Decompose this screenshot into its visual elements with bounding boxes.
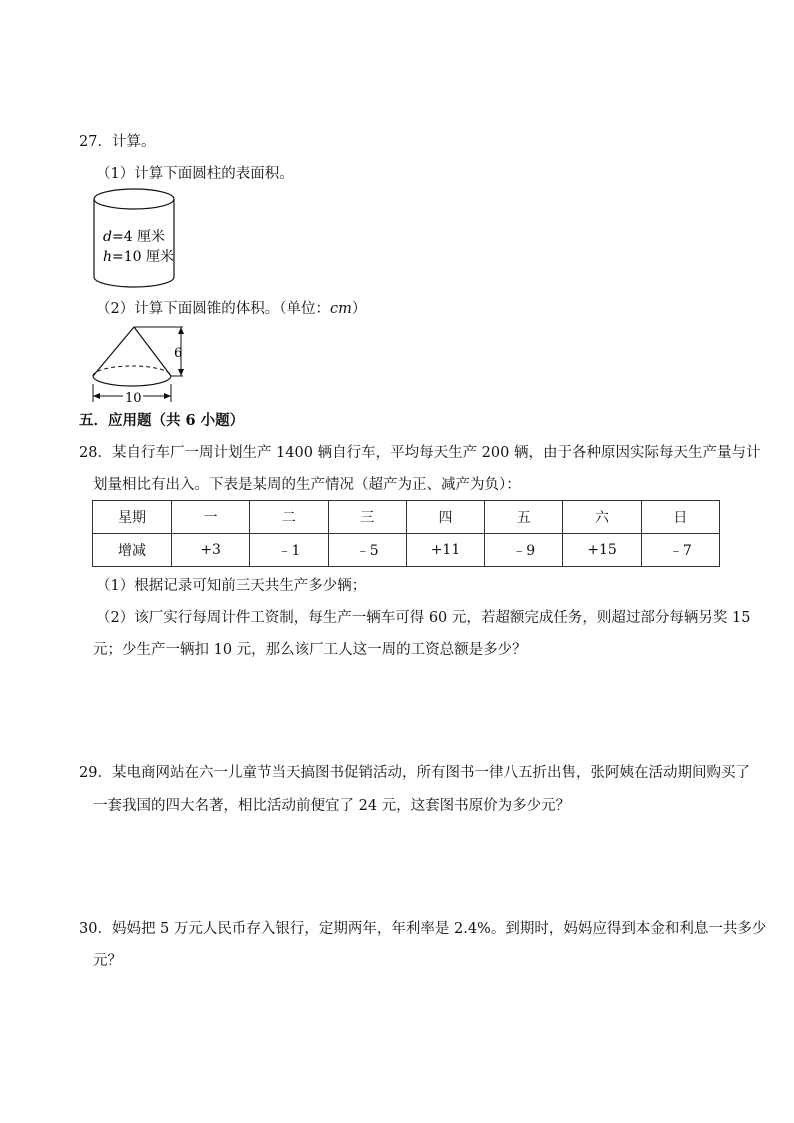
cylinder-bottom-arc [94,277,174,287]
q28-sub1: （1）根据记录可知前三天共生产多少辆； [96,578,367,594]
section-5-heading: 五．应用题（共 6 小题） [79,412,245,429]
q29-line2: 一套我国的四大名著，相比活动前便宜了 24 元，这套图书原价为多少元？ [93,798,571,814]
q29-line1: 29．某电商网站在六一儿童节当天搞图书促销活动，所有图书一律八五折出售，张阿姨在活动期间购买了 [79,765,750,781]
q27-title: 27．计算。 [79,134,156,150]
table-day: 四 [406,501,484,534]
cylinder-height-label: h=10 厘米 [103,249,175,265]
table-cell: +3 [172,534,250,567]
table-row-label: 增减 [93,534,172,567]
q28-sub2-line2: 元；少生产一辆扣 10 元，那么该厂工人这一周的工资总额是多少？ [93,642,527,658]
cone-height-label: 6 [174,346,183,361]
cone-base-back-dashed [93,366,171,376]
table-cell: +15 [563,534,641,567]
q27-part1: （1）计算下面圆柱的表面积。 [96,166,294,182]
cone-figure [88,322,192,406]
q28-line1: 28．某自行车厂一周计划生产 1400 辆自行车，平均每天生产 200 辆，由于各种原因实际每天生产量与计 [79,445,761,461]
cone-base-arrow-right [164,393,171,399]
table-cell: ﹣1 [250,534,328,567]
cylinder-top-ellipse [94,189,174,209]
cone-left-slant [93,327,134,376]
table-cell: ﹣5 [328,534,406,567]
cylinder-figure [90,186,180,292]
q30-line1: 30．妈妈把 5 万元人民币存入银行，定期两年，年利率是 2.4%。到期时，妈妈应得到本金和利息一共多少 [79,921,767,937]
cylinder-diameter-label: d=4 厘米 [103,229,166,245]
cone-base-label: 10 [125,391,142,406]
production-table [92,500,720,567]
table-day: 二 [250,501,328,534]
q27-part2: （2）计算下面圆锥的体积。（单位：cm） [96,301,367,317]
q30-line2: 元？ [93,953,122,969]
table-day: 三 [328,501,406,534]
table-row [93,534,720,567]
table-cell: ﹣9 [485,534,563,567]
cone-height-arrow-down [178,369,184,376]
table-day: 日 [641,501,719,534]
cone-base-front [93,376,171,386]
q28-sub2-line1: （2）该厂实行每周计件工资制，每生产一辆车可得 60 元，若超额完成任务，则超过部分每辆另奖 15 [96,610,751,626]
table-header-row [93,501,720,534]
table-day: 一 [172,501,250,534]
table-header-label: 星期 [93,501,172,534]
table-cell: ﹣7 [641,534,719,567]
cone-right-slant [134,327,171,376]
q28-line2: 划量相比有出入。下表是某周的生产情况（超产为正、减产为负）： [93,477,521,493]
table-day: 六 [563,501,641,534]
table-cell: +11 [406,534,484,567]
cone-base-arrow-left [93,393,100,399]
cone-height-arrow-up [178,327,184,334]
table-day: 五 [485,501,563,534]
